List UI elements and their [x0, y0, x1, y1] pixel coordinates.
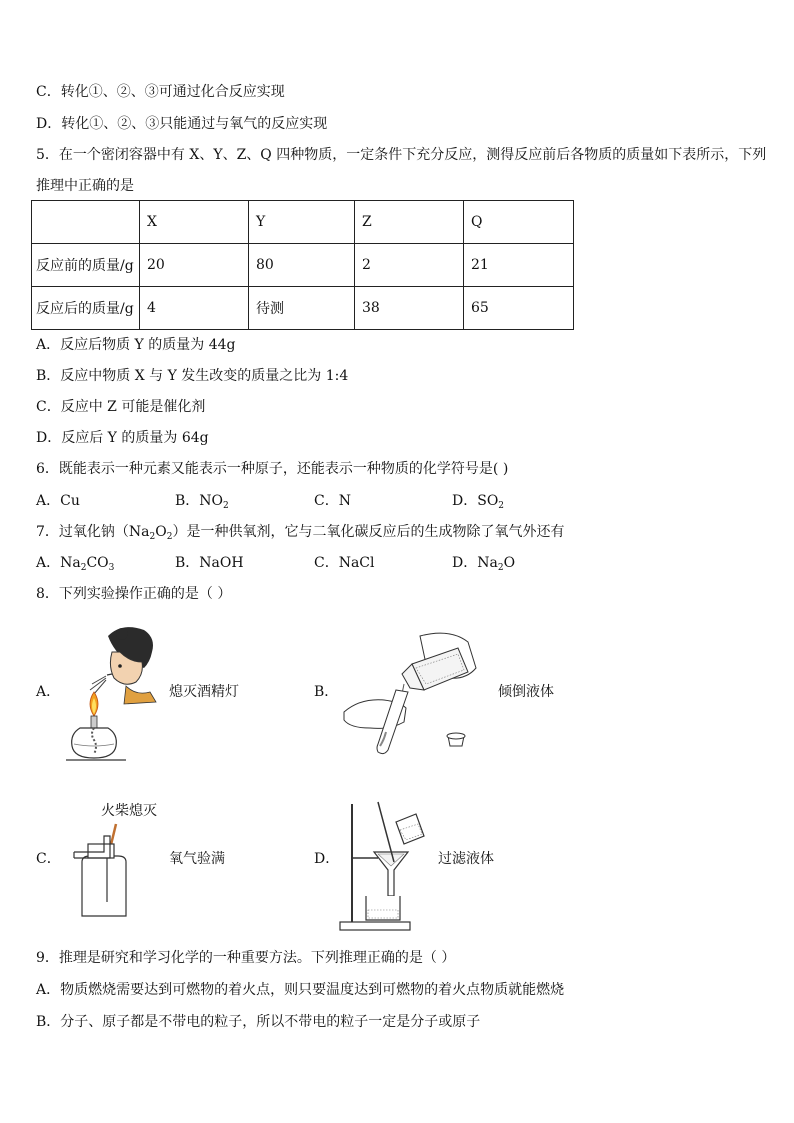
q8-option-c-caption: 氧气验满 — [169, 851, 225, 867]
table-row-label: 反应前的质量/g — [32, 244, 140, 287]
q7-option-a: A．$Na_2CO_3$ — [36, 555, 115, 573]
q8-option-c-letter: C． — [36, 851, 61, 867]
table-cell: 待测 — [249, 287, 355, 330]
table-cell: 21 — [464, 244, 574, 287]
table-cell: 20 — [140, 244, 249, 287]
q8-option-a-caption: 熄灭酒精灯 — [169, 684, 239, 700]
q8-option-b-caption: 倾倒液体 — [498, 684, 554, 700]
table-header-cell: X — [140, 201, 249, 244]
table-cell: 38 — [355, 287, 464, 330]
table-cell: 80 — [249, 244, 355, 287]
q5-mass-table — [31, 200, 574, 330]
table-cell: 4 — [140, 287, 249, 330]
table-header-cell — [32, 201, 140, 244]
pour-liquid-illustration — [340, 628, 490, 756]
q7-option-d: D．$Na_2O$ — [452, 555, 516, 573]
q9-option-a: A．物质燃烧需要达到可燃物的着火点，则只要温度达到可燃物的着火点物质就能燃烧 — [36, 982, 565, 998]
q8-stem: 8．下列实验操作正确的是（ ） — [36, 586, 232, 602]
q5-option-b: B．反应中物质 X 与 Y 发生改变的质量之比为 1:4 — [36, 368, 349, 384]
prev-option-c: C．转化①、②、③可通过化合反应实现 — [36, 84, 285, 100]
prev-option-d: D．转化①、②、③只能通过与氧气的反应实现 — [36, 116, 328, 132]
q7-stem: 7．过氧化钠$(Na_2O_2)$是一种供氧剂，它与二氧化碳反应后的生成物除了氧气外还有 — [36, 524, 565, 542]
table-header-cell: Z — [355, 201, 464, 244]
filtration-illustration — [338, 800, 424, 932]
q9-stem: 9．推理是研究和学习化学的一种重要方法。下列推理正确的是（ ） — [36, 950, 456, 966]
q6-option-a: A．Cu — [36, 493, 80, 509]
blow-out-lamp-illustration — [64, 622, 164, 762]
q8-option-d-caption: 过滤液体 — [438, 851, 494, 867]
q6-option-d: D．$SO_2$ — [452, 493, 505, 511]
table-header-row — [32, 201, 574, 244]
q5-option-a: A．反应后物质 Y 的质量为 44g — [36, 337, 236, 353]
table-cell: 2 — [355, 244, 464, 287]
oxygen-test-illustration — [72, 822, 132, 918]
q8-option-b-letter: B． — [314, 684, 339, 700]
table-row — [32, 244, 574, 287]
q8-option-d-letter: D． — [314, 851, 340, 867]
q5-option-c: C．反应中 Z 可能是催化剂 — [36, 399, 206, 415]
table-header-cell: Y — [249, 201, 355, 244]
q6-option-c: C．N — [314, 493, 351, 509]
q9-option-b: B．分子、原子都是不带电的粒子，所以不带电的粒子一定是分子或原子 — [36, 1014, 481, 1030]
q5-option-d: D．反应后 Y 的质量为 64g — [36, 430, 209, 446]
table-row-label: 反应后的质量/g — [32, 287, 140, 330]
q8-option-a-letter: A． — [36, 684, 61, 700]
table-header-cell: Q — [464, 201, 574, 244]
q7-option-c: C．NaCl — [314, 555, 375, 571]
q6-option-b: B．$NO_2$ — [175, 493, 229, 511]
q7-option-b: B．NaOH — [175, 555, 244, 571]
table-row — [32, 287, 574, 330]
q8-option-c-top-caption: 火柴熄灭 — [101, 803, 157, 819]
table-cell: 65 — [464, 287, 574, 330]
q5-stem-line1: 5．在一个密闭容器中有 X、Y、Z、Q 四种物质，一定条件下充分反应，测得反应前后各物质的质量如下表所示，下列 — [36, 147, 767, 163]
q6-stem: 6．既能表示一种元素又能表示一种原子，还能表示一种物质的化学符号是( ) — [36, 461, 509, 477]
q5-stem-line2: 推理中正确的是 — [36, 178, 134, 194]
